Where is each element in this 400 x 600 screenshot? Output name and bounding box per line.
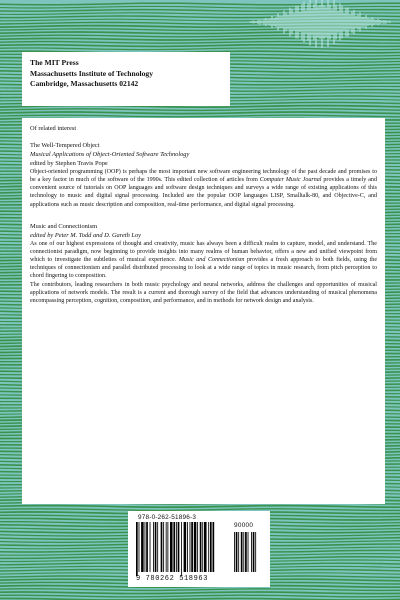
barcode-bar [157, 522, 158, 572]
barcode-bar [153, 522, 154, 572]
barcode-bar [139, 522, 140, 572]
barcode-bar [178, 522, 180, 572]
stripe-line [0, 115, 400, 117]
related-heading: Of related interest [30, 125, 77, 132]
barcode-bar [255, 532, 256, 572]
barcode-bar [238, 532, 239, 572]
barcode-bar [163, 522, 164, 572]
barcode-bar [161, 522, 163, 572]
book2-title: Music and Connectionism [30, 222, 98, 230]
book2-description: As one of our highest expressions of thought and creativity, music has always been a difficult realm to capture, model, and understand. The connectionist paradigm, now beginning to provide insights into many realms of human behavior, offers a new and unified viewpoint from which to investigate the subtleties of musical experience. Music and Connectionism provides a fresh approach to both fields, using the techniques of connectionism and parallel distributed processing to look at a wide range of topics in music research, from pitch perception to chord fingering to composition. [30, 240, 377, 280]
isbn-number: 978-0-262-51896-3 [138, 514, 197, 521]
barcode-bar [210, 522, 212, 572]
barcode-bar [234, 532, 235, 572]
barcode-bar [145, 522, 146, 572]
barcode-bar [190, 522, 191, 572]
barcode-bar [187, 522, 188, 572]
barcode-bar [213, 522, 215, 572]
publisher-name: The MIT Press [30, 58, 79, 67]
barcode-bar [197, 522, 198, 572]
barcode-bar [251, 532, 252, 572]
barcode-bar [202, 522, 203, 572]
book2-editor: edited by Peter M. Todd and D. Gareth Loy [30, 231, 141, 239]
publisher-block [22, 52, 230, 106]
barcode-bar [194, 522, 197, 572]
book1-subtitle: Musical Applications of Object-Oriented Software Technology [30, 151, 190, 158]
related-interest-panel [22, 118, 385, 504]
barcode-bar [181, 522, 182, 576]
barcode-bar [166, 522, 167, 572]
book2-title-inline: Music and Connectionism [178, 257, 245, 264]
barcode-bar [173, 522, 175, 572]
book2-description-2: The contributors, leading researchers in both music psychology and neural networks, address the challenges and opportunities of musical applications of network models. The result is a current and thorough survey of the field that advances understanding of musical phenomena encompassing perception, cognition, composition, and performance, and in methods for network design and analysis. [30, 281, 377, 304]
book1-title: The Well-Tempered Object [30, 142, 100, 149]
barcode-bar [248, 532, 249, 572]
barcode-digits: 9 780262 518963 [136, 575, 209, 583]
barcode-bar [245, 532, 247, 572]
stripe-line [0, 45, 400, 47]
barcode-bar [243, 532, 244, 572]
journal-name: Computer Music Journal [259, 177, 322, 184]
barcode-bar [155, 522, 157, 572]
barcode-bar [167, 522, 168, 572]
barcode-bar [204, 522, 207, 572]
barcode-bar [170, 522, 173, 572]
stripe-line [0, 112, 400, 114]
price-code: 90000 [234, 522, 254, 529]
barcode-bar [241, 532, 243, 572]
book1-editor: edited by Stephen Travis Pope [30, 160, 108, 167]
stripe-line [0, 109, 400, 111]
barcode-block [128, 511, 270, 587]
barcode-bar [208, 522, 209, 572]
barcode-bar [200, 522, 202, 572]
barcode-bar [150, 522, 151, 572]
stripe-line [0, 595, 400, 597]
publisher-address: Cambridge, Massachusetts 02142 [30, 79, 139, 89]
barcode-bar [236, 532, 238, 572]
barcode-image [136, 522, 264, 576]
stripe-line [0, 48, 400, 50]
barcode-bar [136, 522, 138, 576]
barcode-bar [191, 522, 193, 572]
stripe-line [0, 42, 400, 44]
barcode-bar [146, 522, 148, 572]
barcode-bar [141, 522, 144, 572]
stripe-line [0, 592, 400, 594]
barcode-bar [253, 532, 255, 572]
publisher-institution: Massachusetts Institute of Technology [30, 68, 153, 78]
book1-description: Object-oriented programming (OOP) is perhaps the most important new software engineering technology of the past decade and promises to be a key factor in much of the software of the 1990s. This edited collection of articles from Computer Music Journal provides a timely and convenient source of tutorials on OOP languages and software design techniques and surveys a wide range of existing applications of this technology to music and digital signal processing. Included are the popular OOP languages LISP, Smalltalk-80, and Objective-C, and applications such as music description and composition, real-time performance, and digital signal processing. [30, 169, 377, 208]
stripe-line [0, 506, 400, 508]
barcode-bar [184, 522, 187, 572]
stripe-line [0, 589, 400, 591]
barcode-bar [176, 522, 177, 572]
